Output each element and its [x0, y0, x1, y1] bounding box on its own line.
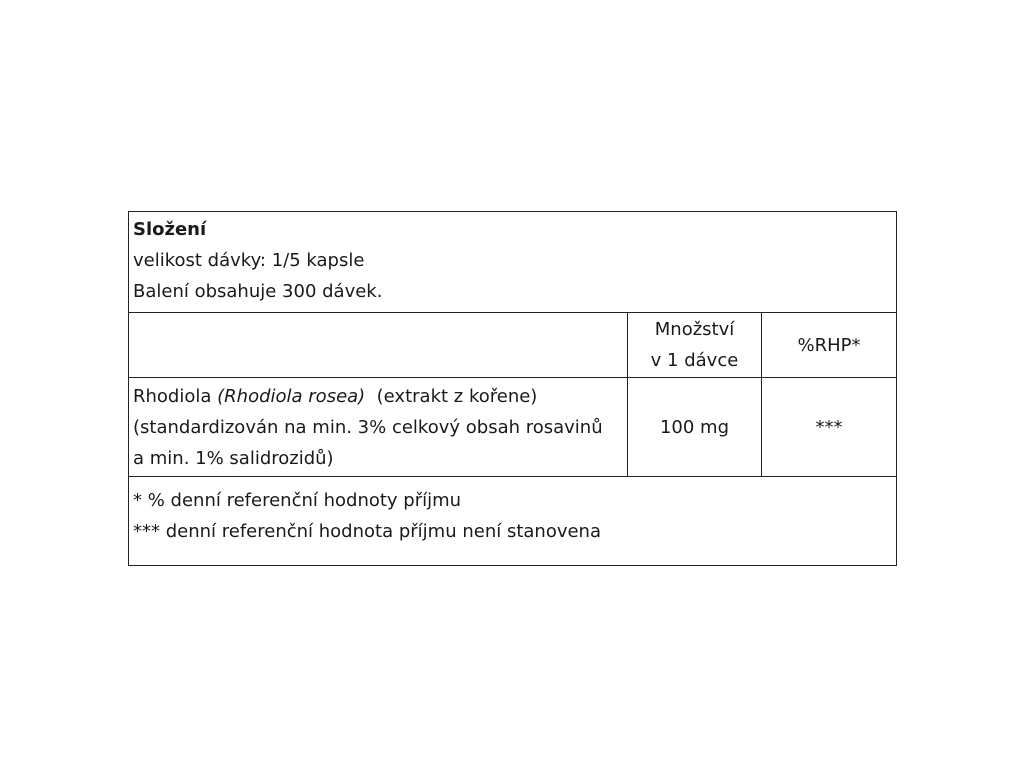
ingredient-name: Rhodiola	[133, 385, 212, 407]
ingredient-extract: (extrakt z kořene)	[376, 385, 538, 407]
column-header-row	[129, 313, 897, 378]
table-row	[129, 378, 897, 477]
ingredient-line1	[133, 381, 627, 412]
amount-header-line2: v 1 dávce	[650, 350, 739, 371]
footnote-single-star: * % denní referenční hodnoty příjmu	[133, 490, 462, 511]
footnote-row	[129, 477, 897, 566]
composition-title: Složení	[133, 219, 207, 240]
rhp-column-header: %RHP*	[762, 313, 897, 378]
ingredient-cell	[129, 378, 628, 477]
rhp-cell: ***	[762, 378, 897, 477]
amount-header-line1: Množství	[654, 319, 735, 340]
footnote-cell	[129, 477, 897, 566]
ingredient-column-header	[129, 313, 628, 378]
amount-column-header	[628, 313, 762, 378]
footnote-triple-star: *** denní referenční hodnota příjmu není stanovena	[133, 521, 601, 542]
composition-header-row	[129, 212, 897, 313]
composition-header-cell	[129, 212, 897, 313]
ingredient-latin-name: (Rhodiola rosea)	[217, 385, 366, 407]
ingredient-line3: a min. 1% salidrozidů)	[133, 447, 334, 469]
amount-cell: 100 mg	[628, 378, 762, 477]
ingredient-line2: (standardizován na min. 3% celkový obsah rosavinů	[133, 416, 603, 438]
serving-size-text: velikost dávky: 1/5 kapsle	[133, 250, 365, 271]
package-info-text: Balení obsahuje 300 dávek.	[133, 281, 383, 302]
nutrition-label-table	[128, 211, 897, 566]
